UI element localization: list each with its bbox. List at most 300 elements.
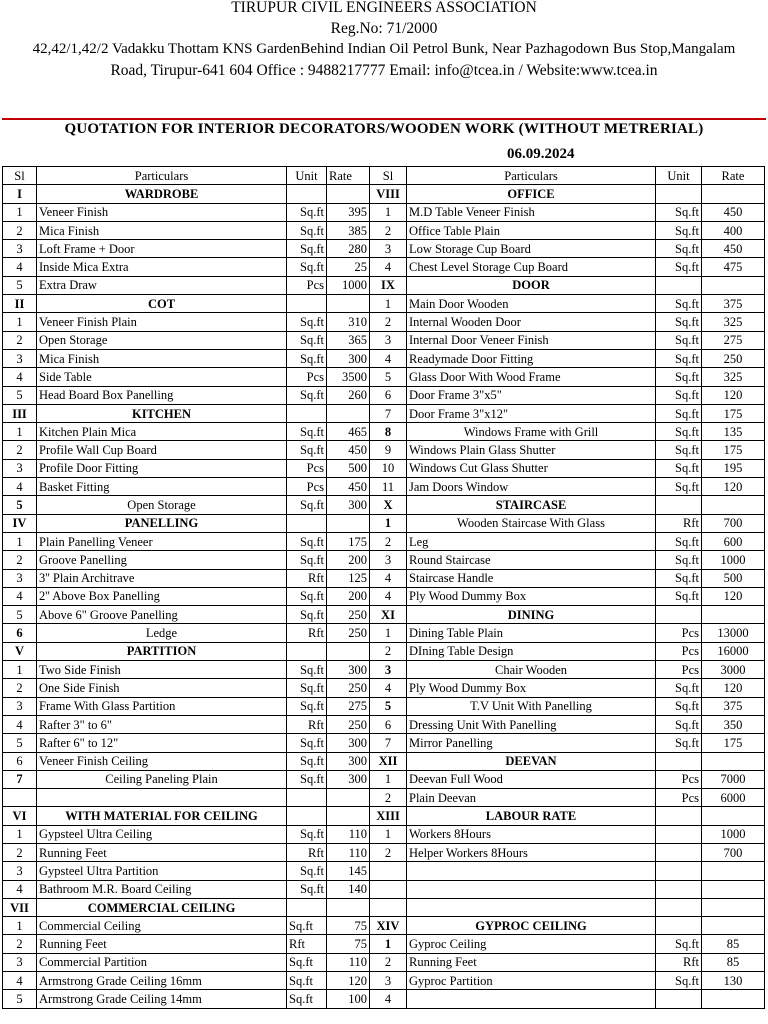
right-rate-cell: 275 [702,331,765,349]
right-unit-cell [656,990,702,1008]
left-unit-cell: Sq.ft [287,386,327,404]
left-section-title: COT [37,295,287,313]
table-row [3,276,765,294]
left-particulars-cell: Groove Panelling [37,551,287,569]
right-rate-cell: 175 [702,404,765,422]
right-unit-cell: Rft [656,514,702,532]
left-section-title: KITCHEN [37,404,287,422]
right-unit-cell [656,276,702,294]
right-unit-cell [656,862,702,880]
right-rate-cell: 7000 [702,770,765,788]
right-unit-cell: Sq.ft [656,349,702,367]
right-sl-cell: 1 [370,514,407,532]
left-rate-cell: 75 [327,935,370,953]
right-sl-cell: 2 [370,843,407,861]
left-rate-cell: 110 [327,843,370,861]
left-particulars-cell: Ceiling Paneling Plain [37,770,287,788]
right-sl-cell: 1 [370,770,407,788]
right-sl-cell: 3 [370,972,407,990]
table-row [3,240,765,258]
left-rate-cell [327,789,370,807]
left-sl-cell: 1 [3,203,37,221]
left-unit-cell: Pcs [287,276,327,294]
left-rate-cell: 365 [327,331,370,349]
right-particulars-cell: Readymade Door Fitting [407,349,656,367]
left-unit-cell: Rft [287,624,327,642]
left-particulars-cell: Bathroom M.R. Board Ceiling [37,880,287,898]
left-sl-cell: 1 [3,917,37,935]
right-section-title: DEEVAN [407,752,656,770]
right-particulars-cell: Gyproc Ceiling [407,935,656,953]
right-rate-cell: 700 [702,514,765,532]
left-sl-cell: V [3,642,37,660]
right-particulars-cell: Internal Door Veneer Finish [407,331,656,349]
left-unit-cell: Sq.ft [287,880,327,898]
right-sl-cell: 4 [370,679,407,697]
left-unit-cell [287,185,327,203]
left-rate-cell: 280 [327,240,370,258]
table-row [3,496,765,514]
left-unit-cell: Sq.ft [287,240,327,258]
right-unit-cell [656,606,702,624]
right-particulars-cell: Door Frame 3"x5" [407,386,656,404]
left-rate-cell: 300 [327,770,370,788]
table-row [3,532,765,550]
right-unit-cell [656,807,702,825]
right-section-title: OFFICE [407,185,656,203]
right-unit-cell [656,898,702,916]
left-sl-cell: 2 [3,331,37,349]
left-particulars-cell: Extra Draw [37,276,287,294]
right-sl-cell [370,898,407,916]
right-sl-cell: 9 [370,441,407,459]
left-rate-cell: 250 [327,679,370,697]
right-unit-cell [656,496,702,514]
right-rate-cell [702,276,765,294]
right-unit-cell: Sq.ft [656,972,702,990]
right-rate-cell: 130 [702,972,765,990]
right-rate-cell: 350 [702,715,765,733]
left-unit-cell: Sq.ft [287,203,327,221]
left-unit-cell: Sq.ft [287,679,327,697]
left-particulars-cell: 3'' Plain Architrave [37,569,287,587]
right-particulars-cell: Chest Level Storage Cup Board [407,258,656,276]
right-unit-cell: Sq.ft [656,532,702,550]
right-particulars-cell: DIning Table Design [407,642,656,660]
right-rate-cell [702,898,765,916]
right-rate-cell: 450 [702,203,765,221]
left-rate-cell [327,807,370,825]
left-rate-cell [327,514,370,532]
table-row [3,185,765,203]
col-header-sl: Sl [370,167,407,185]
table-row [3,295,765,313]
table-header-row [3,167,765,185]
left-unit-cell: Rft [287,935,327,953]
left-rate-cell: 300 [327,734,370,752]
left-particulars-cell: Profile Door Fitting [37,459,287,477]
table-row [3,953,765,971]
right-particulars-cell: Plain Deevan [407,789,656,807]
right-section-title: DOOR [407,276,656,294]
right-unit-cell: Pcs [656,624,702,642]
left-rate-cell [327,295,370,313]
right-sl-cell: 1 [370,203,407,221]
table-row [3,258,765,276]
left-particulars-cell: Frame With Glass Partition [37,697,287,715]
right-unit-cell: Pcs [656,661,702,679]
right-sl-cell: 3 [370,331,407,349]
right-unit-cell: Sq.ft [656,404,702,422]
right-unit-cell [656,185,702,203]
right-rate-cell: 325 [702,313,765,331]
table-row [3,459,765,477]
right-particulars-cell: Round Staircase [407,551,656,569]
right-sl-cell: 4 [370,990,407,1008]
right-sl-cell: 10 [370,459,407,477]
right-rate-cell [702,185,765,203]
left-rate-cell: 450 [327,441,370,459]
right-unit-cell: Sq.ft [656,313,702,331]
left-sl-cell: 5 [3,386,37,404]
right-sl-cell: 4 [370,349,407,367]
reg-number: Reg.No: 71/2000 [330,20,438,37]
right-sl-cell: 5 [370,697,407,715]
left-sl-cell: 3 [3,459,37,477]
right-sl-cell: 7 [370,404,407,422]
left-rate-cell: 250 [327,715,370,733]
left-sl-cell: 5 [3,606,37,624]
right-unit-cell: Sq.ft [656,569,702,587]
left-sl-cell: 7 [3,770,37,788]
right-sl-cell: 3 [370,240,407,258]
left-unit-cell: Sq.ft [287,551,327,569]
right-particulars-cell: T.V Unit With Panelling [407,697,656,715]
left-particulars-cell: Veneer Finish Plain [37,313,287,331]
left-rate-cell: 465 [327,423,370,441]
left-rate-cell: 200 [327,587,370,605]
right-sl-cell: XII [370,752,407,770]
left-particulars-cell: Open Storage [37,496,287,514]
right-sl-cell: XIV [370,917,407,935]
right-particulars-cell: Running Feet [407,953,656,971]
left-unit-cell: Sq.ft [287,734,327,752]
right-rate-cell: 375 [702,697,765,715]
right-sl-cell: 2 [370,789,407,807]
right-rate-cell [702,606,765,624]
left-rate-cell: 110 [327,953,370,971]
left-sl-cell: 2 [3,441,37,459]
left-rate-cell [327,185,370,203]
right-rate-cell: 120 [702,478,765,496]
table-row [3,587,765,605]
left-unit-cell: Sq.ft [287,953,327,971]
right-particulars-cell [407,862,656,880]
right-unit-cell [656,752,702,770]
right-sl-cell: 2 [370,532,407,550]
table-row [3,624,765,642]
left-sl-cell: 4 [3,972,37,990]
left-unit-cell: Pcs [287,459,327,477]
right-unit-cell: Sq.ft [656,423,702,441]
right-sl-cell: VIII [370,185,407,203]
col-header-rate: Rate [702,167,765,185]
left-rate-cell [327,404,370,422]
left-particulars-cell: Veneer Finish [37,203,287,221]
left-unit-cell: Sq.ft [287,862,327,880]
left-sl-cell: 1 [3,661,37,679]
left-particulars-cell: Rafter 6" to 12" [37,734,287,752]
table-row [3,715,765,733]
left-particulars-cell: Mica Finish [37,349,287,367]
left-particulars-cell: Side Table [37,368,287,386]
right-particulars-cell: Leg [407,532,656,550]
left-rate-cell: 500 [327,459,370,477]
right-particulars-cell: Ply Wood Dummy Box [407,679,656,697]
left-particulars-cell: Plain Panelling Veneer [37,532,287,550]
left-particulars-cell: Two Side Finish [37,661,287,679]
left-sl-cell: 4 [3,478,37,496]
right-unit-cell: Sq.ft [656,203,702,221]
left-particulars-cell: Ledge [37,624,287,642]
table-row [3,917,765,935]
left-rate-cell: 310 [327,313,370,331]
left-particulars-cell: Inside Mica Extra [37,258,287,276]
left-particulars-cell: Loft Frame + Door [37,240,287,258]
left-sl-cell: VII [3,898,37,916]
left-unit-cell: Sq.ft [287,313,327,331]
left-rate-cell: 300 [327,661,370,679]
left-unit-cell: Sq.ft [287,752,327,770]
left-rate-cell: 300 [327,496,370,514]
right-rate-cell: 175 [702,441,765,459]
left-sl-cell: 5 [3,990,37,1008]
right-section-title: LABOUR RATE [407,807,656,825]
left-unit-cell [287,514,327,532]
left-rate-cell: 120 [327,972,370,990]
left-rate-cell: 200 [327,551,370,569]
left-sl-cell: 4 [3,880,37,898]
left-unit-cell: Rft [287,715,327,733]
col-header-unit: Unit [656,167,702,185]
left-sl-cell: 4 [3,368,37,386]
right-unit-cell: Sq.ft [656,258,702,276]
left-rate-cell: 125 [327,569,370,587]
left-particulars-cell: Armstrong Grade Ceiling 16mm [37,972,287,990]
table-row [3,606,765,624]
left-sl-cell: 1 [3,313,37,331]
left-unit-cell: Sq.ft [287,423,327,441]
left-rate-cell: 395 [327,203,370,221]
table-row [3,221,765,239]
left-sl-cell [3,789,37,807]
right-rate-cell: 325 [702,368,765,386]
left-sl-cell: 3 [3,953,37,971]
left-unit-cell: Sq.ft [287,990,327,1008]
right-sl-cell: 3 [370,661,407,679]
right-particulars-cell: Windows Cut Glass Shutter [407,459,656,477]
address-line-1: 42,42/1,42/2 Vadakku Thottam KNS GardenBehind Indian Oil Petrol Bunk, Near Pazhagodown Bus Stop,Mangalam [32,41,736,57]
left-rate-cell: 260 [327,386,370,404]
right-unit-cell: Sq.ft [656,715,702,733]
address-line-2: Road, Tirupur-641 604 Office : 9488217777 Email: info@tcea.in / Website:www.tcea.in [110,62,658,79]
left-rate-cell: 75 [327,917,370,935]
left-section-title: WARDROBE [37,185,287,203]
right-rate-cell: 135 [702,423,765,441]
left-sl-cell: VI [3,807,37,825]
right-sl-cell: 2 [370,642,407,660]
right-sl-cell: 4 [370,258,407,276]
right-rate-cell [702,990,765,1008]
right-rate-cell: 85 [702,953,765,971]
left-particulars-cell: Gypsteel Ultra Partition [37,862,287,880]
right-particulars-cell: Deevan Full Wood [407,770,656,788]
right-particulars-cell: Staircase Handle [407,569,656,587]
right-particulars-cell: Door Frame 3"x12" [407,404,656,422]
right-rate-cell: 16000 [702,642,765,660]
table-row [3,734,765,752]
left-sl-cell: 4 [3,587,37,605]
right-particulars-cell: Dining Table Plain [407,624,656,642]
right-rate-cell: 375 [702,295,765,313]
left-rate-cell: 1000 [327,276,370,294]
left-sl-cell: 2 [3,221,37,239]
left-section-title: WITH MATERIAL FOR CEILING [37,807,287,825]
right-rate-cell [702,917,765,935]
right-rate-cell: 120 [702,679,765,697]
left-sl-cell: III [3,404,37,422]
left-rate-cell: 110 [327,825,370,843]
right-unit-cell: Sq.ft [656,459,702,477]
left-sl-cell: 6 [3,624,37,642]
right-rate-cell: 600 [702,532,765,550]
right-particulars-cell: Glass Door With Wood Frame [407,368,656,386]
left-unit-cell: Sq.ft [287,331,327,349]
left-particulars-cell: Veneer Finish Ceiling [37,752,287,770]
left-rate-cell [327,898,370,916]
right-particulars-cell: Windows Frame with Grill [407,423,656,441]
table-row [3,862,765,880]
right-particulars-cell [407,990,656,1008]
right-rate-cell: 3000 [702,661,765,679]
right-sl-cell: 7 [370,734,407,752]
rate-table [2,166,765,1009]
table-row [3,789,765,807]
left-rate-cell: 145 [327,862,370,880]
left-particulars-cell: Above 6" Groove Panelling [37,606,287,624]
left-unit-cell: Sq.ft [287,221,327,239]
table-row [3,349,765,367]
right-unit-cell [656,825,702,843]
right-sl-cell: 2 [370,953,407,971]
right-unit-cell: Sq.ft [656,441,702,459]
right-rate-cell: 195 [702,459,765,477]
left-sl-cell: 3 [3,349,37,367]
table-row [3,642,765,660]
right-rate-cell [702,752,765,770]
left-unit-cell: Sq.ft [287,349,327,367]
left-unit-cell: Sq.ft [287,496,327,514]
quotation-date: 06.09.2024 [507,146,575,162]
left-rate-cell: 385 [327,221,370,239]
left-unit-cell: Sq.ft [287,532,327,550]
left-unit-cell: Sq.ft [287,606,327,624]
left-unit-cell: Sq.ft [287,917,327,935]
right-particulars-cell: Chair Wooden [407,661,656,679]
header-divider [2,118,766,120]
left-particulars-cell: Head Board Box Panelling [37,386,287,404]
right-sl-cell: 1 [370,935,407,953]
left-particulars-cell: Commercial Partition [37,953,287,971]
right-sl-cell [370,862,407,880]
table-row [3,825,765,843]
right-section-title: STAIRCASE [407,496,656,514]
right-particulars-cell [407,898,656,916]
left-sl-cell: 3 [3,862,37,880]
left-sl-cell: 3 [3,569,37,587]
left-unit-cell: Sq.ft [287,770,327,788]
right-particulars-cell: Workers 8Hours [407,825,656,843]
right-rate-cell [702,862,765,880]
right-particulars-cell: M.D Table Veneer Finish [407,203,656,221]
left-unit-cell [287,898,327,916]
right-sl-cell: 8 [370,423,407,441]
left-unit-cell: Sq.ft [287,258,327,276]
left-sl-cell: 2 [3,843,37,861]
table-row [3,423,765,441]
left-sl-cell: 2 [3,935,37,953]
left-sl-cell: 1 [3,532,37,550]
left-sl-cell: 5 [3,276,37,294]
right-sl-cell: 1 [370,624,407,642]
left-sl-cell: 1 [3,423,37,441]
left-rate-cell: 140 [327,880,370,898]
right-sl-cell: 3 [370,551,407,569]
left-rate-cell [327,642,370,660]
right-sl-cell: XI [370,606,407,624]
left-particulars-cell: Open Storage [37,331,287,349]
right-particulars-cell: Wooden Staircase With Glass [407,514,656,532]
table-row [3,331,765,349]
left-unit-cell [287,404,327,422]
left-sl-cell: 2 [3,551,37,569]
table-row [3,679,765,697]
left-particulars-cell: Gypsteel Ultra Ceiling [37,825,287,843]
left-particulars-cell: 2'' Above Box Panelling [37,587,287,605]
right-particulars-cell: Ply Wood Dummy Box [407,587,656,605]
left-sl-cell: 6 [3,752,37,770]
left-sl-cell: 1 [3,825,37,843]
right-sl-cell: 6 [370,386,407,404]
left-section-title: PARTITION [37,642,287,660]
col-header-particulars: Particulars [37,167,287,185]
left-particulars-cell: Commercial Ceiling [37,917,287,935]
right-unit-cell: Sq.ft [656,697,702,715]
right-unit-cell: Sq.ft [656,295,702,313]
right-rate-cell: 1000 [702,551,765,569]
col-header-rate: Rate [327,167,370,185]
table-row [3,368,765,386]
right-rate-cell: 13000 [702,624,765,642]
left-particulars-cell: Mica Finish [37,221,287,239]
left-sl-cell: II [3,295,37,313]
left-particulars-cell: Basket Fitting [37,478,287,496]
left-rate-cell: 100 [327,990,370,1008]
right-rate-cell [702,880,765,898]
right-sl-cell: 2 [370,313,407,331]
left-unit-cell: Sq.ft [287,825,327,843]
right-sl-cell: 1 [370,825,407,843]
